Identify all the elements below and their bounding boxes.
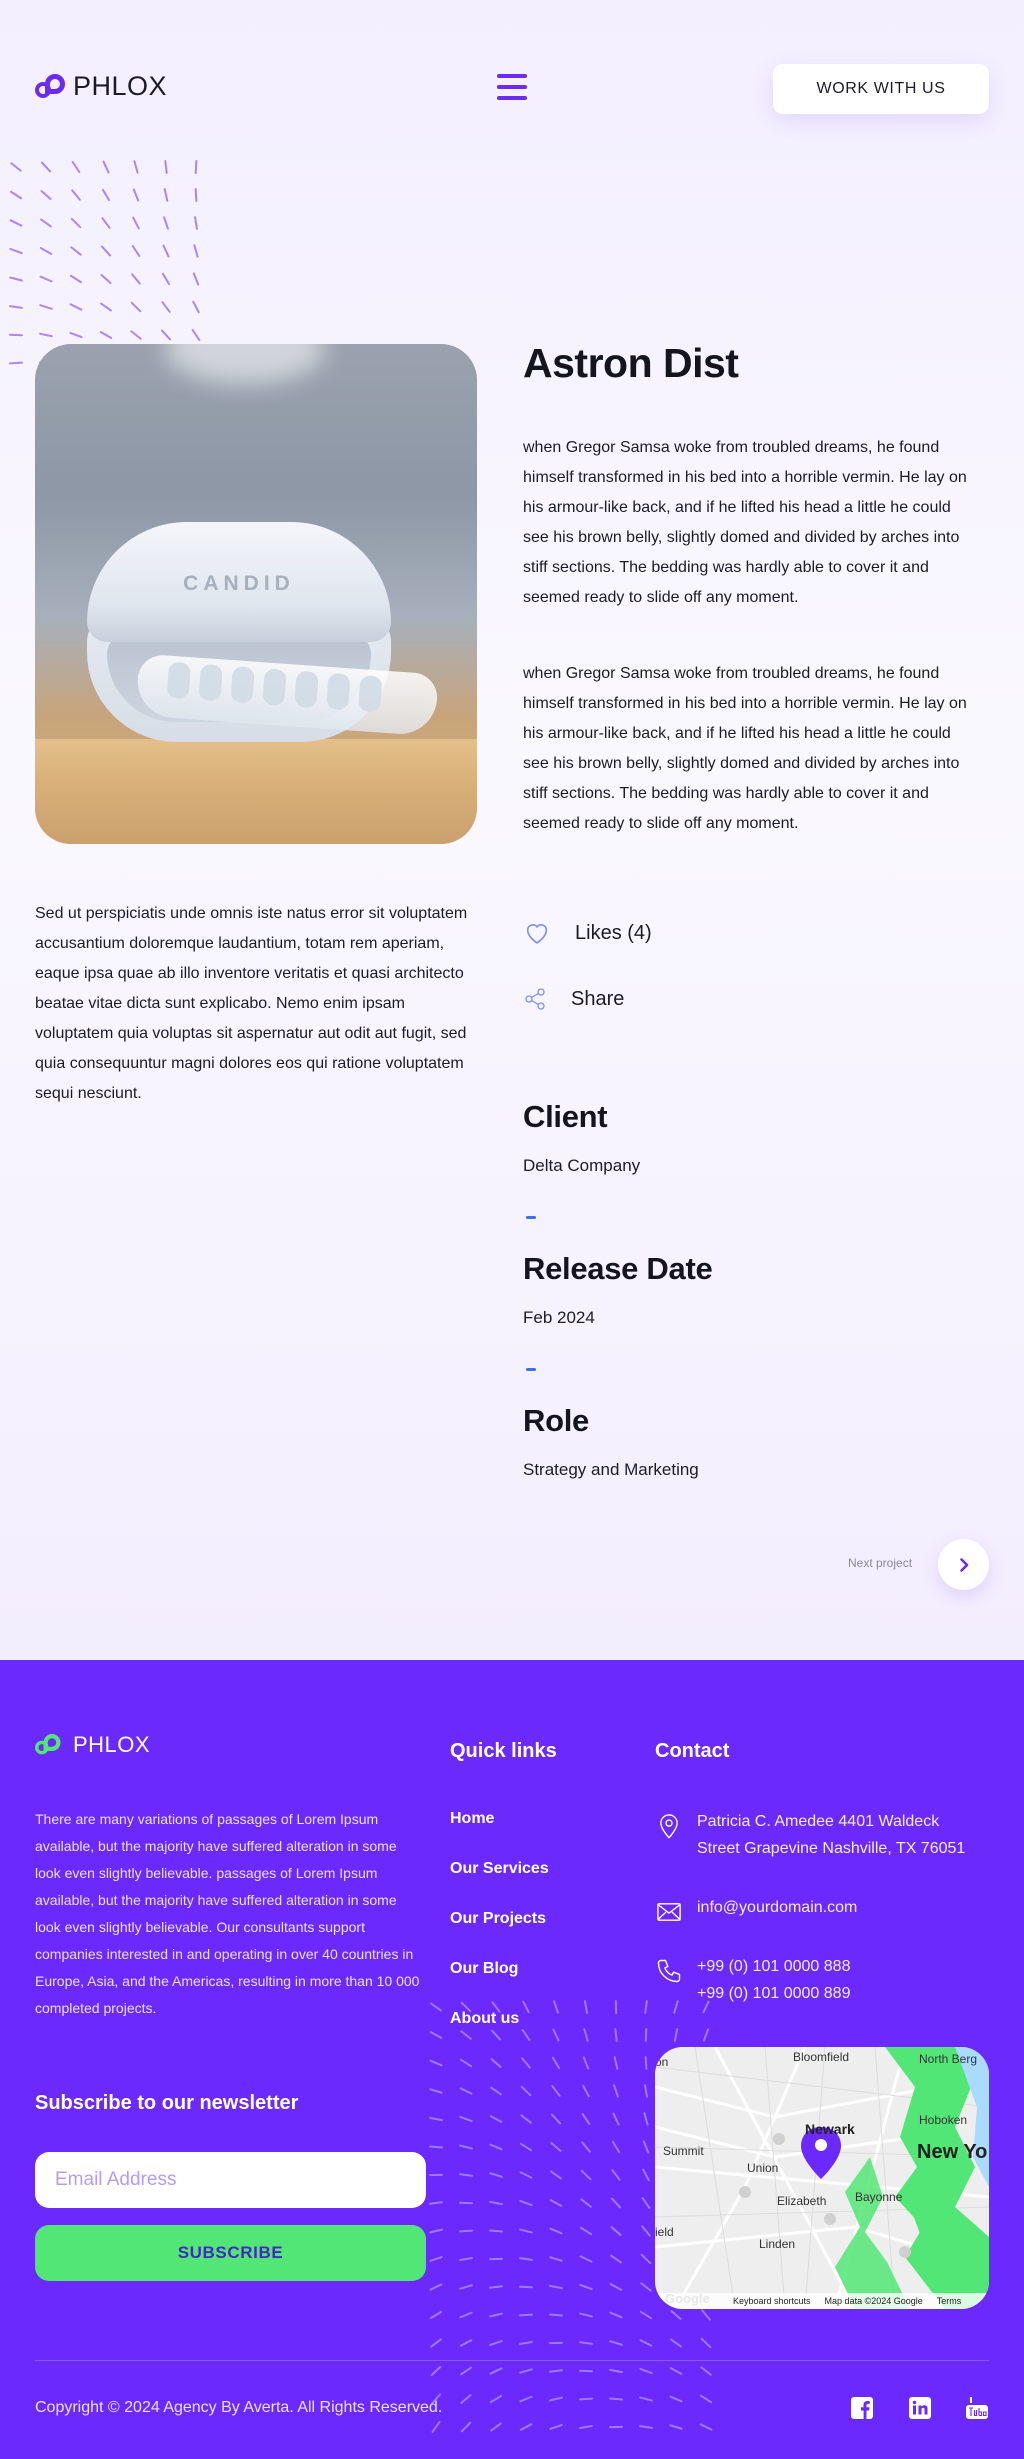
decorative-dash [489, 2367, 503, 2375]
decorative-dash [460, 2366, 473, 2375]
decorative-dash [641, 2197, 650, 2210]
decorative-dash [580, 2169, 591, 2180]
footer-logo-text: PHLOX [73, 1732, 151, 1757]
header [0, 0, 1024, 175]
subscribe-button[interactable]: SUBSCRIBE [35, 2225, 426, 2281]
footer-divider [35, 2360, 989, 2361]
decorative-dash [549, 2313, 563, 2316]
decorative-dash [549, 2424, 563, 2430]
decorative-dash [100, 302, 113, 312]
location-icon [655, 1812, 683, 1840]
decorative-dash [39, 304, 53, 310]
decorative-dash [699, 2423, 712, 2431]
decorative-dash [429, 2031, 442, 2040]
role-title: Role [523, 1403, 589, 1438]
decorative-dash [670, 2338, 683, 2348]
map-data-attribution: Map data ©2024 Google [824, 2296, 923, 2306]
map-keyboard-shortcuts[interactable]: Keyboard shortcuts [733, 2296, 811, 2306]
case-brand-text: CANDID [183, 572, 295, 595]
footer-about-text: There are many variations of passages of Lorem Ipsum available, but the majority have suffered alteration in some look even slightly believable. passages of Lorem Ipsum available, but the majority have suffered alteration in some look even slightly believable. Our consultants support companies interested in and operating in over 40 countries in Europe, Asia, and the Americas, resulting in more than 10 000 completed projects. [35, 1811, 420, 2016]
decorative-dash [9, 334, 23, 337]
mail-icon [655, 1898, 683, 1926]
decorative-dash [549, 2342, 563, 2344]
client-value: Delta Company [523, 1156, 641, 1175]
decorative-dash [131, 245, 140, 258]
decorative-dash [69, 303, 82, 311]
decorative-dash [70, 274, 83, 283]
decorative-dash [69, 332, 83, 339]
meta-separator [526, 1368, 536, 1371]
decorative-dash [101, 217, 111, 229]
decorative-dash [71, 189, 81, 201]
facebook-icon[interactable] [850, 2396, 874, 2420]
meta-separator [526, 1216, 536, 1219]
logo-text: PHLOX [73, 71, 168, 101]
share-button[interactable] [523, 987, 624, 1011]
quick-link-about[interactable]: About us [450, 2010, 520, 2027]
decorative-dash [431, 2421, 441, 2434]
map-label: Newark [805, 2121, 855, 2137]
decorative-dash [644, 2084, 648, 2098]
decorative-dash [609, 2340, 623, 2346]
menu-icon[interactable] [497, 72, 527, 102]
map-label: Bayonne [855, 2190, 903, 2204]
logo[interactable] [35, 71, 167, 102]
quick-links-title: Quick links [450, 1740, 557, 1762]
decorative-dash [552, 2056, 561, 2069]
decorative-dash [615, 2000, 617, 2014]
map-label: Elizabeth [777, 2194, 827, 2208]
decorative-dash [429, 2088, 443, 2094]
decorative-dash [609, 2311, 623, 2318]
decorative-dash [613, 2056, 618, 2070]
chevron-right-icon [956, 1557, 972, 1573]
map-terms[interactable]: Terms [936, 2296, 962, 2306]
decorative-dash [490, 2086, 503, 2096]
decorative-dash [489, 2172, 503, 2178]
share-label: Share [571, 987, 625, 1010]
decorative-dash [580, 2226, 593, 2235]
decorative-dash [9, 219, 22, 227]
decorative-dash [429, 2174, 443, 2176]
decorative-dash [609, 2426, 623, 2428]
decorative-dash [639, 2339, 652, 2347]
contact-email[interactable] [655, 1894, 857, 1926]
decorative-dash [580, 2198, 592, 2208]
map-label: New Yo [917, 2141, 988, 2163]
decorative-dash [195, 188, 198, 202]
decorative-dash [669, 2367, 682, 2376]
decorative-dash [130, 330, 142, 340]
decorative-dash [162, 272, 171, 285]
phone-1[interactable]: +99 (0) 101 0000 888 [697, 1958, 851, 1975]
decorative-dash [131, 273, 141, 285]
decorative-dash [549, 2256, 563, 2262]
decorative-dash [611, 2169, 621, 2181]
decorative-dash [489, 2340, 503, 2346]
decorative-dash [193, 272, 200, 286]
next-project-button[interactable] [938, 1539, 989, 1590]
decorative-dash [579, 2284, 593, 2291]
decorative-dash [429, 2311, 442, 2320]
decorative-dash [643, 2112, 649, 2126]
decorative-dash [489, 2143, 503, 2150]
decorative-dash [429, 2059, 443, 2066]
decorative-dash [490, 2422, 502, 2432]
contact-email-text: info@yourdomain.com [697, 1899, 858, 1916]
decorative-dash [519, 2341, 533, 2345]
decorative-dash [430, 2002, 443, 2012]
decorative-dash [640, 2310, 653, 2319]
map-label: ield [655, 2225, 674, 2239]
client-title: Client [523, 1099, 608, 1134]
decorative-dash [459, 2116, 473, 2123]
decorative-dash [610, 2254, 623, 2264]
logo-mark-icon [35, 1734, 61, 1756]
project-description: Sed ut perspiciatis unde omnis iste natus error sit voluptatem accusantium doloremque laudantium, totam rem aperiam, eaque ipsa quae ab illo inventore veritatis et quasi architecto beatae vitae dicta sunt explicabo. Nemo enim ipsam voluptatem quia voluptas sit aspernatur aut odit aut fugit, sed quia consequuntur magni dolores eos qui ratione voluptatem sequi nesciunt. [35, 905, 468, 1102]
map-label: Bloomfield [793, 2050, 850, 2064]
quick-link-projects[interactable]: Our Projects [450, 1910, 547, 1927]
decorative-dash [40, 218, 53, 228]
decorative-dash [644, 2000, 648, 2014]
map-label: North Berg [919, 2052, 978, 2066]
decorative-dash [520, 2142, 533, 2151]
decorative-dash [645, 2056, 648, 2070]
decorative-dash [162, 244, 170, 258]
decorative-dash [161, 329, 172, 341]
decorative-dash [459, 2230, 473, 2233]
footer [0, 1660, 1024, 2459]
quick-link-blog[interactable]: Our Blog [450, 1960, 519, 1977]
decorative-dash [579, 2312, 593, 2317]
decorative-dash [610, 2197, 621, 2209]
decorative-dash [519, 2423, 532, 2431]
decorative-dash [579, 2255, 592, 2263]
decorative-dash [429, 2201, 443, 2205]
decorative-dash [489, 2285, 503, 2289]
decorative-dash [609, 2369, 623, 2374]
decorative-dash [9, 305, 23, 309]
decorative-dash [193, 244, 199, 258]
decorative-dash [642, 2168, 650, 2181]
decorative-dash [429, 2145, 443, 2148]
logo-mark-icon [35, 74, 65, 100]
phone-icon [655, 1957, 683, 1985]
decorative-dash [549, 2199, 562, 2208]
release-date-value: Feb 2024 [523, 1308, 595, 1327]
quick-link-home[interactable]: Home [450, 1810, 495, 1827]
decorative-dash [553, 2000, 559, 2014]
decorative-dash [161, 301, 171, 313]
decorative-dash [612, 2140, 621, 2153]
decorative-dash [551, 2085, 561, 2097]
decorative-dash [674, 2028, 679, 2042]
decorative-dash [579, 2341, 593, 2345]
decorative-dash [459, 2144, 473, 2149]
decorative-dash [519, 2171, 532, 2179]
decorative-dash [133, 188, 140, 202]
decorative-dash [163, 216, 169, 230]
project-image [35, 344, 477, 844]
decorative-dash [581, 2113, 590, 2126]
decorative-dash [639, 2396, 653, 2401]
heart-icon [523, 919, 551, 947]
decorative-dash [669, 2395, 683, 2402]
decorative-dash [549, 2227, 563, 2234]
decorative-dash [459, 2284, 473, 2290]
decorative-dash [460, 2394, 472, 2405]
contact-address [655, 1808, 965, 1862]
decorative-dash [489, 2229, 503, 2232]
share-icon [523, 987, 547, 1011]
decorative-dash [550, 2142, 562, 2153]
decorative-dash [100, 274, 112, 285]
footer-logo[interactable] [35, 1732, 150, 1758]
decorative-dash [459, 2087, 472, 2095]
decorative-dash [459, 2202, 473, 2204]
decorative-dash [459, 2339, 472, 2347]
decorative-dash [519, 2395, 533, 2402]
decorative-dash [549, 2396, 563, 2401]
map-label: Union [747, 2161, 779, 2175]
likes-label: Likes (4) [575, 921, 652, 944]
release-date-title: Release Date [523, 1251, 713, 1286]
decorative-dash [429, 2117, 443, 2122]
decorative-dash [579, 2370, 593, 2372]
work-with-us-button[interactable]: WORK WITH US [773, 64, 989, 114]
decorative-dash [550, 2113, 561, 2125]
decorative-dash [460, 2421, 471, 2432]
youtube-icon[interactable] [965, 2396, 989, 2420]
decorative-dash [10, 190, 23, 199]
map-label: Linden [759, 2237, 796, 2251]
decorative-dash [584, 2000, 588, 2014]
decorative-dash [519, 2368, 533, 2374]
decorative-dash [519, 2228, 533, 2233]
decorative-dash [520, 2114, 532, 2124]
decorative-dash [194, 216, 198, 230]
decorative-dash [519, 2314, 533, 2317]
decorative-dash [610, 2226, 622, 2237]
decorative-dash [645, 2028, 647, 2042]
decorative-dash [614, 2028, 618, 2042]
decorative-dash [459, 2257, 473, 2261]
decorative-dash [9, 362, 23, 365]
decorative-dash [39, 333, 53, 338]
decorative-dash [99, 331, 112, 340]
decorative-dash [192, 300, 200, 313]
decorative-dash [549, 2369, 563, 2373]
decorative-dash [700, 2394, 713, 2403]
decorative-dash [70, 217, 81, 228]
decorative-dash [642, 2140, 649, 2154]
decorative-dash [700, 2337, 711, 2348]
decorative-dash [552, 2028, 560, 2042]
decorative-dash [519, 2200, 533, 2207]
project-paragraph-2: when Gregor Samsa woke from troubled dreams, he found himself transformed in his bed into a horrible vermin. He lay on his armour-like back, and if he lifted his head a little he could see his brown belly, slightly domed and divided by arches into stiff sections. The bedding was hardly able to cover it and seemed ready to slide off any moment. [523, 665, 967, 832]
decorative-dash [9, 276, 23, 281]
decorative-dash [40, 190, 52, 201]
decorative-dash [430, 2365, 442, 2376]
case-lid [87, 522, 391, 642]
decorative-dash [579, 2398, 593, 2401]
copyright: Copyright © 2024 Agency By Averta. All Rights Reserved. [35, 2399, 443, 2416]
decorative-dash [39, 247, 52, 256]
decorative-dash [641, 2225, 652, 2237]
contact-title: Contact [655, 1740, 730, 1762]
decorative-dash [520, 2085, 531, 2096]
map-label: Hoboken [919, 2113, 968, 2127]
decorative-dash [102, 188, 111, 201]
decorative-dash [9, 248, 23, 255]
role-value: Strategy and Marketing [523, 1460, 699, 1479]
decorative-dash [640, 2282, 652, 2292]
map-graphic [655, 2047, 989, 2309]
decorative-dash [489, 2258, 503, 2260]
decorative-dash [609, 2397, 623, 2400]
decorative-dash [70, 246, 82, 256]
decorative-dash [519, 2286, 533, 2288]
decorative-dash [430, 2338, 442, 2348]
decorative-dash [191, 329, 200, 342]
decorative-dash [639, 2425, 653, 2429]
decorative-dash [39, 275, 53, 282]
address-line-1: Patricia C. Amedee 4401 Waldeck [697, 1813, 940, 1830]
decorative-dash [582, 2084, 590, 2097]
decorative-dash [579, 2425, 593, 2429]
decorative-dash [640, 2253, 651, 2264]
decorative-dash [489, 2115, 502, 2124]
project-title: Astron Dist [523, 340, 739, 386]
map-label: Summit [663, 2144, 704, 2158]
decorative-dash [489, 2395, 502, 2404]
decorative-dash [703, 2028, 710, 2042]
decorative-dash [459, 2173, 473, 2177]
decorative-dash [609, 2283, 622, 2292]
decorative-dash [429, 2228, 443, 2233]
map-footer-bar [655, 2293, 989, 2309]
decorative-dash [583, 2028, 589, 2042]
decorative-dash [429, 2256, 443, 2262]
newsletter-title: Subscribe to our newsletter [35, 2092, 299, 2114]
like-button[interactable] [523, 919, 652, 947]
decorative-dash [700, 2366, 712, 2376]
decorative-dash [670, 2310, 682, 2321]
phone-2[interactable]: +99 (0) 101 0000 889 [697, 1985, 851, 2002]
decorative-dash [581, 2141, 592, 2153]
decorative-dash [489, 2201, 503, 2206]
contact-phones [655, 1953, 850, 2007]
next-project-label: Next project [848, 1556, 913, 1570]
decorative-dash [429, 2283, 443, 2291]
quick-links-list [450, 1810, 549, 2060]
decorative-dash [164, 188, 169, 202]
decorative-dash [459, 2311, 473, 2318]
decorative-dash [101, 245, 112, 257]
linkedin-icon[interactable] [908, 2396, 932, 2420]
address-line-2: Street Grapevine Nashville, TX 76051 [697, 1840, 966, 1857]
newsletter-email-input[interactable] [35, 2152, 426, 2208]
decorative-dash [701, 2309, 712, 2321]
decorative-dash [550, 2170, 563, 2180]
project-paragraph-1: when Gregor Samsa woke from troubled dreams, he found himself transformed in his bed into a horrible vermin. He lay on his armour-like back, and if he lifted his head a little he could see his brown belly, slightly domed and divided by arches into stiff sections. The bedding was hardly able to cover it and seemed ready to slide off any moment. [523, 439, 967, 606]
map-label: on [655, 2055, 669, 2069]
decorative-dash [130, 301, 141, 312]
decorative-dash [549, 2285, 563, 2290]
quick-link-services[interactable]: Our Services [450, 1860, 549, 1877]
decorative-dash [132, 216, 140, 229]
decorative-dash [669, 2424, 683, 2430]
decorative-dash [519, 2257, 533, 2261]
decorative-dash [582, 2056, 589, 2070]
decorative-dash [639, 2368, 653, 2375]
decorative-dash [613, 2084, 619, 2098]
decorative-dash [612, 2112, 620, 2126]
location-map[interactable] [655, 2047, 989, 2309]
decorative-dash [489, 2312, 503, 2317]
